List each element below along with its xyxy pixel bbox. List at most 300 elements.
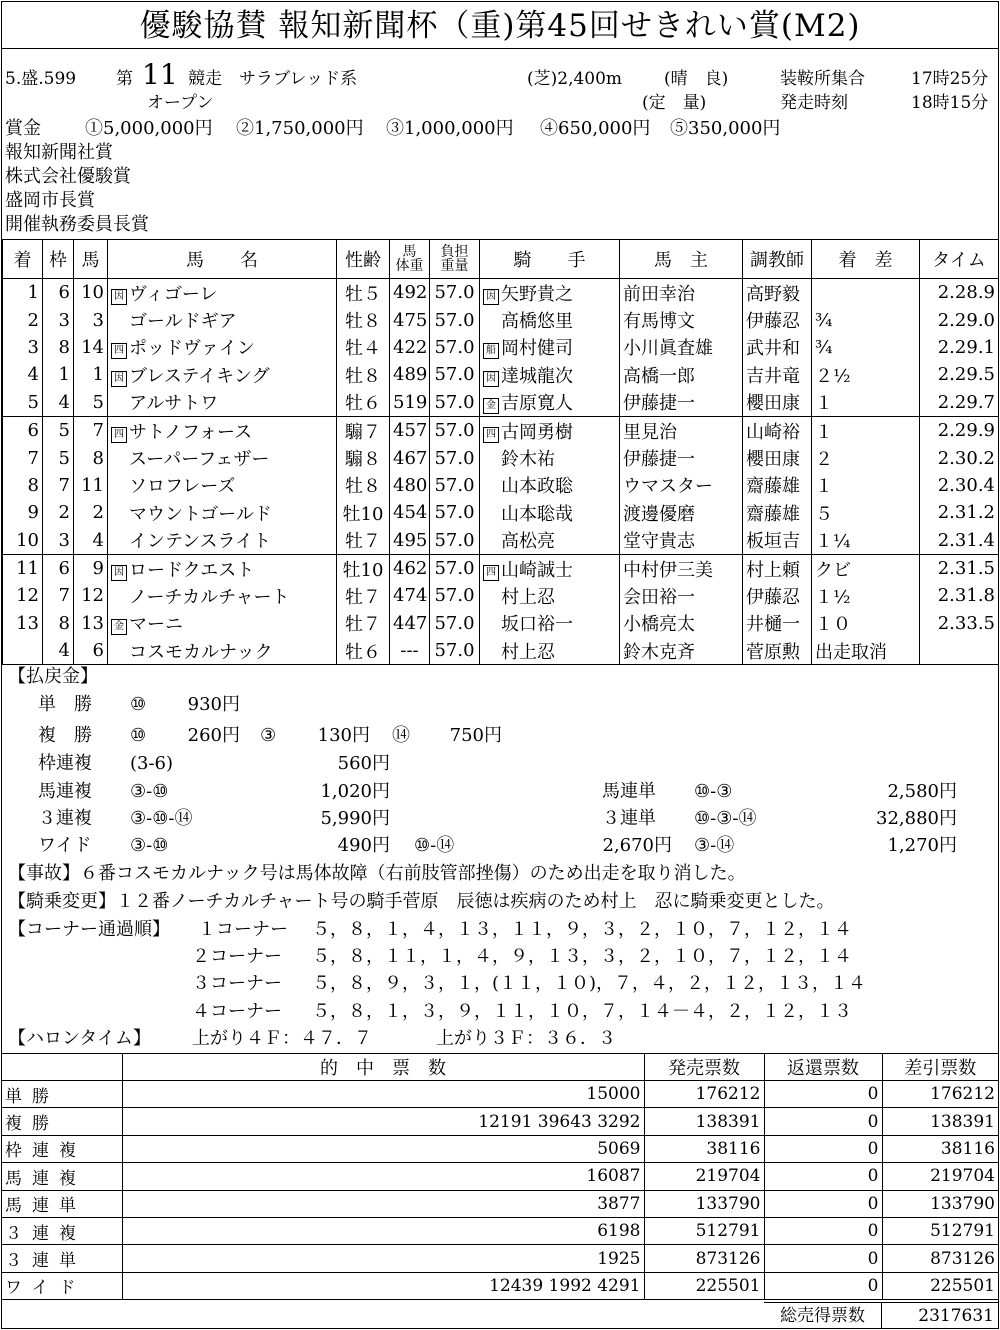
- cell-jockey: [480, 582, 620, 609]
- cell-seirei: 牡７: [337, 582, 390, 609]
- cell-jockey: [480, 444, 620, 471]
- cell-weight: 454: [390, 499, 430, 526]
- assembly-label: 装鞍所集合: [780, 69, 865, 89]
- cell-bet-type: ３連単: [2, 1245, 122, 1272]
- cell-chaku: 2: [3, 306, 43, 333]
- cell-refund: 0: [764, 1272, 882, 1299]
- col-bataiju: 馬 体重: [390, 240, 430, 279]
- jockey-name: 山崎誠士: [501, 559, 573, 581]
- cell-futan: 57.0: [430, 334, 480, 361]
- cell-futan: 57.0: [430, 472, 480, 499]
- cell-chaku: 3: [3, 334, 43, 361]
- cell-refund: 0: [764, 1217, 882, 1244]
- cell-weight: 495: [390, 527, 430, 555]
- race-class: オープン: [147, 93, 214, 113]
- wide-combo-1: ③-⑩: [130, 835, 169, 856]
- table-row: [3, 637, 999, 665]
- cell-trainer: 板垣吉: [743, 527, 812, 555]
- table-row: [3, 416, 999, 444]
- cell-uma: 3: [74, 306, 108, 333]
- cell-weight: 489: [390, 361, 430, 388]
- cell-time: 2.30.2: [920, 444, 999, 471]
- wide-amount-3: 1,270円: [887, 835, 957, 856]
- weather: (晴 良): [664, 69, 729, 89]
- cell-trainer: 高野毅: [743, 279, 812, 307]
- cell-time: [920, 637, 999, 665]
- cell-seirei: 牡５: [337, 279, 390, 307]
- tansho-label: 単 勝: [38, 694, 92, 715]
- jockey-name: 吉原寛人: [501, 393, 573, 415]
- cell-hits: 1925: [122, 1245, 644, 1272]
- award-2: 株式会社優駿賞: [5, 166, 131, 187]
- cell-futan: 57.0: [430, 637, 480, 665]
- votes-table: [2, 1053, 998, 1300]
- cell-owner: 伊藤捷一: [620, 389, 743, 417]
- horse-name: サトノフォース: [129, 421, 253, 443]
- corner-4-order: ５，８，１，３，９，１１，１０，７，１４－４，２，１２，１３: [312, 1001, 852, 1022]
- cell-jockey: [480, 472, 620, 499]
- cell-margin: ¾: [812, 334, 920, 361]
- cell-trainer: 吉井竜: [743, 361, 812, 388]
- cell-uma: 9: [74, 554, 108, 582]
- votes-col-type: [2, 1054, 122, 1081]
- col-seirei: 性齢: [337, 240, 390, 279]
- cell-margin: ５: [812, 499, 920, 526]
- cell-uma: 8: [74, 444, 108, 471]
- cell-jockey: [480, 361, 620, 388]
- cell-seirei: 騸７: [337, 416, 390, 444]
- cell-waku: 1: [43, 361, 74, 388]
- cell-waku: 6: [43, 554, 74, 582]
- cell-owner: 渡邊優磨: [620, 499, 743, 526]
- cell-trainer: 櫻田康: [743, 389, 812, 417]
- cell-chaku: 11: [3, 554, 43, 582]
- wide-amount-1: 490円: [337, 835, 390, 856]
- cell-owner: 有馬博文: [620, 306, 743, 333]
- col-trainer: 調教師: [743, 240, 812, 279]
- cell-futan: 57.0: [430, 554, 480, 582]
- corner-3-order: ５，８，９，３，１，(１１，１０)，７，４，２，１２，１３，１４: [312, 973, 867, 994]
- cell-futan: 57.0: [430, 361, 480, 388]
- table-row: [3, 582, 999, 609]
- jockey-mark: 因: [483, 371, 499, 387]
- cell-bet-type: ワイド: [2, 1272, 122, 1299]
- cell-hits: 15000: [122, 1081, 644, 1108]
- cell-owner: 小橋亮太: [620, 610, 743, 637]
- cell-owner: 伊藤捷一: [620, 444, 743, 471]
- umatan-combo: ⑩-③: [694, 781, 733, 802]
- cell-bet-type: 馬連複: [2, 1163, 122, 1190]
- col-jockey: 騎 手: [480, 240, 620, 279]
- cell-net: 38116: [882, 1135, 998, 1162]
- prize-5: ⑤350,000円: [670, 118, 781, 139]
- cell-horse-name: [108, 472, 337, 499]
- cell-chaku: 13: [3, 610, 43, 637]
- col-time: タイム: [920, 240, 999, 279]
- umaren-label: 馬連複: [38, 781, 92, 802]
- cell-jockey: [480, 637, 620, 665]
- cell-margin: ２½: [812, 361, 920, 388]
- tansho-combo: ⑩: [130, 694, 147, 715]
- cell-waku: 6: [43, 279, 74, 307]
- cell-waku: 4: [43, 389, 74, 417]
- cell-uma: 5: [74, 389, 108, 417]
- corner-1-order: ５，８，１，４，１３，１１，９，３，２，１０，７，１２，１４: [312, 919, 852, 940]
- votes-col-sales: 発売票数: [644, 1054, 764, 1081]
- post-time: 18時15分: [911, 93, 989, 113]
- cell-net: 512791: [882, 1217, 998, 1244]
- cell-horse-name: [108, 389, 337, 417]
- cell-owner: 中村伊三美: [620, 554, 743, 582]
- cell-refund: 0: [764, 1190, 882, 1217]
- cell-time: 2.31.4: [920, 527, 999, 555]
- cell-time: 2.29.7: [920, 389, 999, 417]
- cell-net: 219704: [882, 1163, 998, 1190]
- horse-mark: 金: [111, 619, 127, 635]
- horse-mark: 因: [111, 565, 127, 581]
- horse-name: スーパーフェザー: [129, 449, 270, 471]
- cell-sales: 176212: [644, 1081, 764, 1108]
- cell-sales: 512791: [644, 1217, 764, 1244]
- cell-time: 2.30.4: [920, 472, 999, 499]
- table-row: [2, 1108, 998, 1135]
- table-row: [3, 361, 999, 388]
- cell-waku: 8: [43, 610, 74, 637]
- cell-uma: 10: [74, 279, 108, 307]
- sanrentan-combo: ⑩-③-⑭: [694, 808, 757, 829]
- jockey-mark: 金: [483, 398, 499, 414]
- cell-horse-name: [108, 334, 337, 361]
- table-row: [3, 472, 999, 499]
- cell-seirei: 牡７: [337, 527, 390, 555]
- breed: サラブレッド系: [239, 69, 358, 89]
- cell-bet-type: 馬連単: [2, 1190, 122, 1217]
- cell-refund: 0: [764, 1135, 882, 1162]
- table-row: [2, 1217, 998, 1244]
- cell-sales: 225501: [644, 1272, 764, 1299]
- post-label: 発走時刻: [780, 93, 848, 113]
- cell-owner: 高橋一郎: [620, 361, 743, 388]
- cell-jockey: [480, 416, 620, 444]
- cell-net: 873126: [882, 1245, 998, 1272]
- cell-bet-type: 単勝: [2, 1081, 122, 1108]
- cell-hits: 6198: [122, 1217, 644, 1244]
- cell-owner: 堂守貴志: [620, 527, 743, 555]
- votes-col-net: 差引票数: [882, 1054, 998, 1081]
- cell-jockey: [480, 389, 620, 417]
- jockey-mark: 四: [483, 427, 499, 443]
- cell-hits: 12439 1992 4291: [122, 1272, 644, 1299]
- fukusho-amount-2: 130円: [317, 725, 370, 746]
- cell-bet-type: 枠連複: [2, 1135, 122, 1162]
- col-chaku: 着: [3, 240, 43, 279]
- sanrenpuku-amount: 5,990円: [320, 808, 390, 829]
- horse-name: ヴィゴーレ: [129, 283, 218, 305]
- award-1: 報知新聞社賞: [5, 142, 113, 163]
- cell-jockey: [480, 306, 620, 333]
- table-row: [2, 1245, 998, 1272]
- wakuren-combo: (3-6): [130, 753, 174, 774]
- wakuren-label: 枠連複: [38, 753, 92, 774]
- cell-uma: 12: [74, 582, 108, 609]
- cell-trainer: 山崎裕: [743, 416, 812, 444]
- cell-trainer: 齋藤雄: [743, 499, 812, 526]
- jockey-name: 山本政聡: [501, 476, 573, 498]
- table-row: [2, 1135, 998, 1162]
- horse-mark: 四: [111, 427, 127, 443]
- cell-sales: 138391: [644, 1108, 764, 1135]
- cell-chaku: 1: [3, 279, 43, 307]
- sanrentan-label: ３連単: [602, 808, 656, 829]
- cell-margin: ２: [812, 444, 920, 471]
- cell-futan: 57.0: [430, 527, 480, 555]
- results-table: [2, 239, 999, 665]
- jockey-name: 達城龍次: [501, 365, 573, 387]
- cell-seirei: 騸８: [337, 444, 390, 471]
- race-code: 5.盛.599: [5, 69, 77, 89]
- cell-horse-name: [108, 306, 337, 333]
- cell-uma: 7: [74, 416, 108, 444]
- race-result-sheet: [1, 1, 999, 1329]
- cell-weight: 519: [390, 389, 430, 417]
- jockey-name: 高橋悠里: [501, 311, 573, 333]
- cell-time: 2.31.8: [920, 582, 999, 609]
- table-row: [3, 389, 999, 417]
- cell-futan: 57.0: [430, 306, 480, 333]
- cell-weight: 462: [390, 554, 430, 582]
- cell-trainer: 村上頼: [743, 554, 812, 582]
- award-3: 盛岡市長賞: [5, 190, 95, 211]
- cell-sales: 219704: [644, 1163, 764, 1190]
- corner-2-order: ５，８，１１，１，４，９，１３，３，２，１０，７，１２，１４: [312, 946, 852, 967]
- jockey-name: 鈴木祐: [501, 449, 555, 471]
- fukusho-combo-2: ③: [260, 725, 277, 746]
- cell-waku: 2: [43, 499, 74, 526]
- cell-margin: １０: [812, 610, 920, 637]
- horse-name: ロードクエスト: [129, 559, 255, 581]
- cell-chaku: [3, 637, 43, 665]
- fukusho-combo-1: ⑩: [130, 725, 147, 746]
- table-row: [2, 1081, 998, 1108]
- table-row: [3, 279, 999, 307]
- cell-uma: 6: [74, 637, 108, 665]
- cell-futan: 57.0: [430, 582, 480, 609]
- cell-hits: 16087: [122, 1163, 644, 1190]
- cell-margin: １½: [812, 582, 920, 609]
- payout-heading: 【払戻金】: [8, 666, 98, 687]
- cell-trainer: 櫻田康: [743, 444, 812, 471]
- corner-heading: 【コーナー通過順】: [8, 919, 170, 940]
- cell-waku: 5: [43, 416, 74, 444]
- cell-horse-name: [108, 527, 337, 555]
- cell-seirei: 牡８: [337, 361, 390, 388]
- horse-name: ノーチカルチャート: [129, 586, 290, 608]
- cell-waku: 3: [43, 306, 74, 333]
- table-row: [3, 610, 999, 637]
- cell-margin: １: [812, 472, 920, 499]
- cell-weight: 447: [390, 610, 430, 637]
- cell-bet-type: ３連複: [2, 1217, 122, 1244]
- race-title: 優駿協賛 報知新聞杯（重)第45回せきれい賞(M2): [2, 2, 998, 49]
- cell-seirei: 牡10: [337, 554, 390, 582]
- cell-horse-name: [108, 361, 337, 388]
- sanrenpuku-label: ３連複: [38, 808, 92, 829]
- cell-jockey: [480, 334, 620, 361]
- cell-horse-name: [108, 637, 337, 665]
- cell-time: 2.29.5: [920, 361, 999, 388]
- cell-seirei: 牡６: [337, 637, 390, 665]
- cell-owner: ウマスター: [620, 472, 743, 499]
- race-number: 11: [142, 58, 178, 91]
- cell-trainer: 武井和: [743, 334, 812, 361]
- corner-3-label: ３コーナー: [192, 973, 282, 994]
- cell-margin: １: [812, 416, 920, 444]
- cell-margin: １: [812, 389, 920, 417]
- cell-time: 2.29.0: [920, 306, 999, 333]
- jockey-name: 矢野貴之: [501, 283, 573, 305]
- prize-3: ③1,000,000円: [386, 118, 514, 139]
- horse-mark: 四: [111, 343, 127, 359]
- cell-refund: 0: [764, 1245, 882, 1272]
- cell-owner: 鈴木克斉: [620, 637, 743, 665]
- cell-waku: 4: [43, 637, 74, 665]
- weight-rule: (定 量): [642, 93, 707, 113]
- cell-horse-name: [108, 554, 337, 582]
- accident-note: 【事故】６番コスモカルナック号は馬体故障（右前肢管部挫傷）のため出走を取り消した。: [8, 863, 746, 884]
- prize-4: ④650,000円: [540, 118, 651, 139]
- total-label: 総売得票数: [764, 1303, 882, 1329]
- cell-uma: 13: [74, 610, 108, 637]
- cell-uma: 1: [74, 361, 108, 388]
- cell-horse-name: [108, 499, 337, 526]
- table-row: [3, 334, 999, 361]
- horse-name: マーニ: [129, 614, 183, 636]
- cell-owner: 会田裕一: [620, 582, 743, 609]
- col-waku: 枠: [43, 240, 74, 279]
- cell-futan: 57.0: [430, 499, 480, 526]
- table-row: [2, 1272, 998, 1299]
- cell-net: 138391: [882, 1108, 998, 1135]
- jockey-name: 山本聡哉: [501, 503, 573, 525]
- cell-horse-name: [108, 444, 337, 471]
- umaren-amount: 1,020円: [320, 781, 390, 802]
- col-futan: 負担 重量: [430, 240, 480, 279]
- corner-4-label: ４コーナー: [192, 1001, 282, 1022]
- cell-sales: 38116: [644, 1135, 764, 1162]
- cell-chaku: 8: [3, 472, 43, 499]
- cell-chaku: 9: [3, 499, 43, 526]
- corner-1-label: １コーナー: [198, 919, 288, 940]
- umatan-amount: 2,580円: [887, 781, 957, 802]
- horse-name: ゴールドギア: [129, 311, 237, 333]
- cell-weight: 457: [390, 416, 430, 444]
- jockey-name: 村上忍: [501, 586, 555, 608]
- cell-seirei: 牡８: [337, 306, 390, 333]
- horse-name: マウントゴールド: [129, 503, 272, 525]
- cell-owner: 里見治: [620, 416, 743, 444]
- cell-weight: 474: [390, 582, 430, 609]
- wide-amount-2: 2,670円: [602, 835, 672, 856]
- cell-sales: 873126: [644, 1245, 764, 1272]
- cell-chaku: 12: [3, 582, 43, 609]
- cell-futan: 57.0: [430, 416, 480, 444]
- cell-margin: １¼: [812, 527, 920, 555]
- agari-4f: 上がり４Ｆ：４７．７: [192, 1028, 372, 1049]
- horse-name: アルサトワ: [129, 393, 219, 415]
- kyoso-label: 競走: [188, 69, 222, 89]
- horse-mark: 因: [111, 289, 127, 305]
- cell-futan: 57.0: [430, 279, 480, 307]
- cell-trainer: 菅原勲: [743, 637, 812, 665]
- jockey-change-note: 【騎乗変更】１２番ノーチカルチャート号の騎手菅原 辰徳は疾病のため村上 忍に騎乗変更とした。: [8, 891, 835, 912]
- cell-uma: 14: [74, 334, 108, 361]
- cell-owner: 前田幸治: [620, 279, 743, 307]
- fukusho-amount-3: 750円: [449, 725, 502, 746]
- cell-horse-name: [108, 416, 337, 444]
- cell-seirei: 牡４: [337, 334, 390, 361]
- dai-label: 第: [116, 69, 133, 89]
- cell-uma: 4: [74, 527, 108, 555]
- cell-uma: 2: [74, 499, 108, 526]
- cell-refund: 0: [764, 1163, 882, 1190]
- total-value: 2317631: [918, 1306, 994, 1326]
- cell-time: 2.31.5: [920, 554, 999, 582]
- cell-horse-name: [108, 610, 337, 637]
- cell-time: 2.29.1: [920, 334, 999, 361]
- votes-col-refund: 返還票数: [764, 1054, 882, 1081]
- cell-jockey: [480, 279, 620, 307]
- table-row: [2, 1163, 998, 1190]
- cell-time: 2.33.5: [920, 610, 999, 637]
- jockey-name: 岡村健司: [501, 338, 573, 360]
- table-row: [3, 527, 999, 555]
- col-name: 馬 名: [108, 240, 337, 279]
- horse-name: ブレステイキング: [129, 365, 270, 387]
- col-uma: 馬: [74, 240, 108, 279]
- award-4: 開催執務委員長賞: [5, 214, 149, 235]
- table-row: [3, 499, 999, 526]
- cell-margin: ¾: [812, 306, 920, 333]
- cell-margin: [812, 279, 920, 307]
- cell-seirei: 牡６: [337, 389, 390, 417]
- table-row: [3, 444, 999, 471]
- results-header-row: [3, 240, 999, 279]
- assembly-time: 17時25分: [911, 69, 989, 89]
- cell-waku: 8: [43, 334, 74, 361]
- tansho-amount: 930円: [187, 694, 240, 715]
- cell-hits: 3877: [122, 1190, 644, 1217]
- sanrenpuku-combo: ③-⑩-⑭: [130, 808, 193, 829]
- wakuren-amount: 560円: [337, 753, 390, 774]
- umaren-combo: ③-⑩: [130, 781, 169, 802]
- cell-owner: 小川眞査雄: [620, 334, 743, 361]
- cell-jockey: [480, 499, 620, 526]
- fukusho-amount-1: 260円: [187, 725, 240, 746]
- cell-refund: 0: [764, 1108, 882, 1135]
- prize-label: 賞金: [5, 118, 41, 139]
- cell-chaku: 4: [3, 361, 43, 388]
- horse-name: インテンスライト: [129, 531, 272, 553]
- cell-sales: 133790: [644, 1190, 764, 1217]
- cell-futan: 57.0: [430, 610, 480, 637]
- jockey-mark: 船: [483, 343, 499, 359]
- horse-name: コスモカルナック: [129, 641, 273, 663]
- cell-uma: 11: [74, 472, 108, 499]
- cell-net: 225501: [882, 1272, 998, 1299]
- cell-horse-name: [108, 582, 337, 609]
- prize-2: ②1,750,000円: [236, 118, 364, 139]
- cell-chaku: 7: [3, 444, 43, 471]
